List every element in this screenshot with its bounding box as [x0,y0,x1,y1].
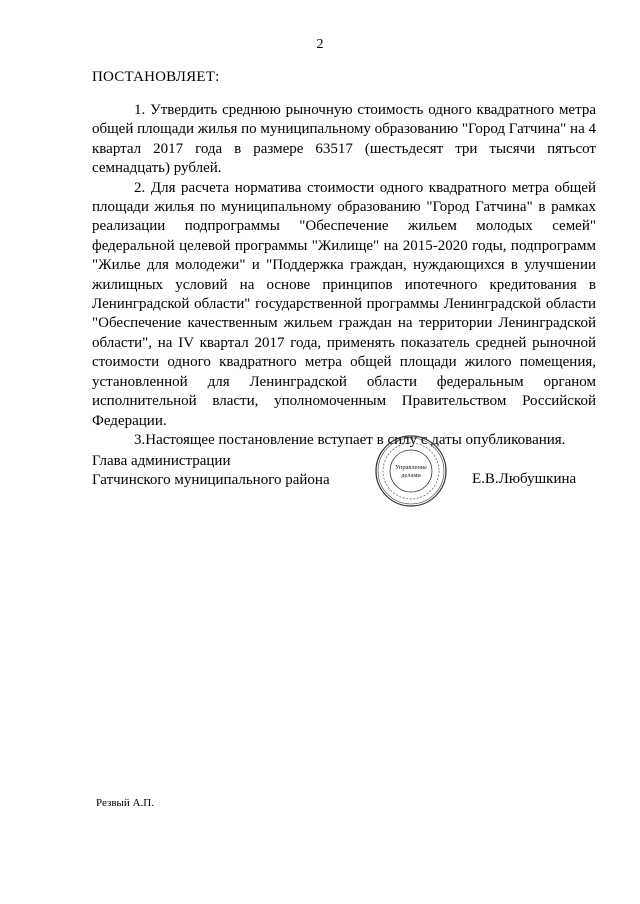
page-number: 2 [316,37,324,52]
paragraph-3: 3.Настоящее постановление вступает в силу с даты опубликования. [134,431,566,448]
signatory-title-line1: Глава администрации [92,453,231,469]
official-stamp [374,434,448,508]
paragraph-2: 2. Для расчета норматива стоимости одного квадратного метра общей площади жилья по муниципальному образованию "Город Гатчина" в рамках реализации подпрограммы "Обеспечение жильем молодых семей" федеральной целевой программы "Жилище" на 2015-2020 годы, подпрограмм "Жилье для молодежи" и "Поддержка граждан, нуждающихся в улучшении жилищных условий на основе принципов ипотечного кредитования в Ленинградской области" государственной программы Ленинградской области "Обеспечение качественным жильем граждан на территории Ленинградской области", на IV квартал 2017 года, применять показатель средней рыночной стоимости одного квадратного метра общей площади жилого помещения, установленной для Ленинградской области федеральным органом исполнительной власти, уполномоченным Правительством Российской Федерации. [92,179,596,429]
svg-text:Управление: Управление [394,464,428,471]
signatory-name: Е.В.Любушкина [472,471,577,487]
signatory-title [92,452,330,491]
executor-name: Резвый А.П. [96,797,154,809]
paragraph-1: 1. Утвердить среднюю рыночную стоимость одного квадратного метра общей площади жилья по муниципальному образованию "Город Гатчина" на 4 квартал 2017 года в размере 63517 (шестьдесят три тысячи пятьсот семнадцать) рублей. [92,102,596,177]
svg-text:делами: делами [401,472,421,479]
decree-body [92,101,596,450]
decree-heading: ПОСТАНОВЛЯЕТ: [92,69,220,85]
signatory-title-line2: Гатчинского муниципального района [92,472,330,489]
